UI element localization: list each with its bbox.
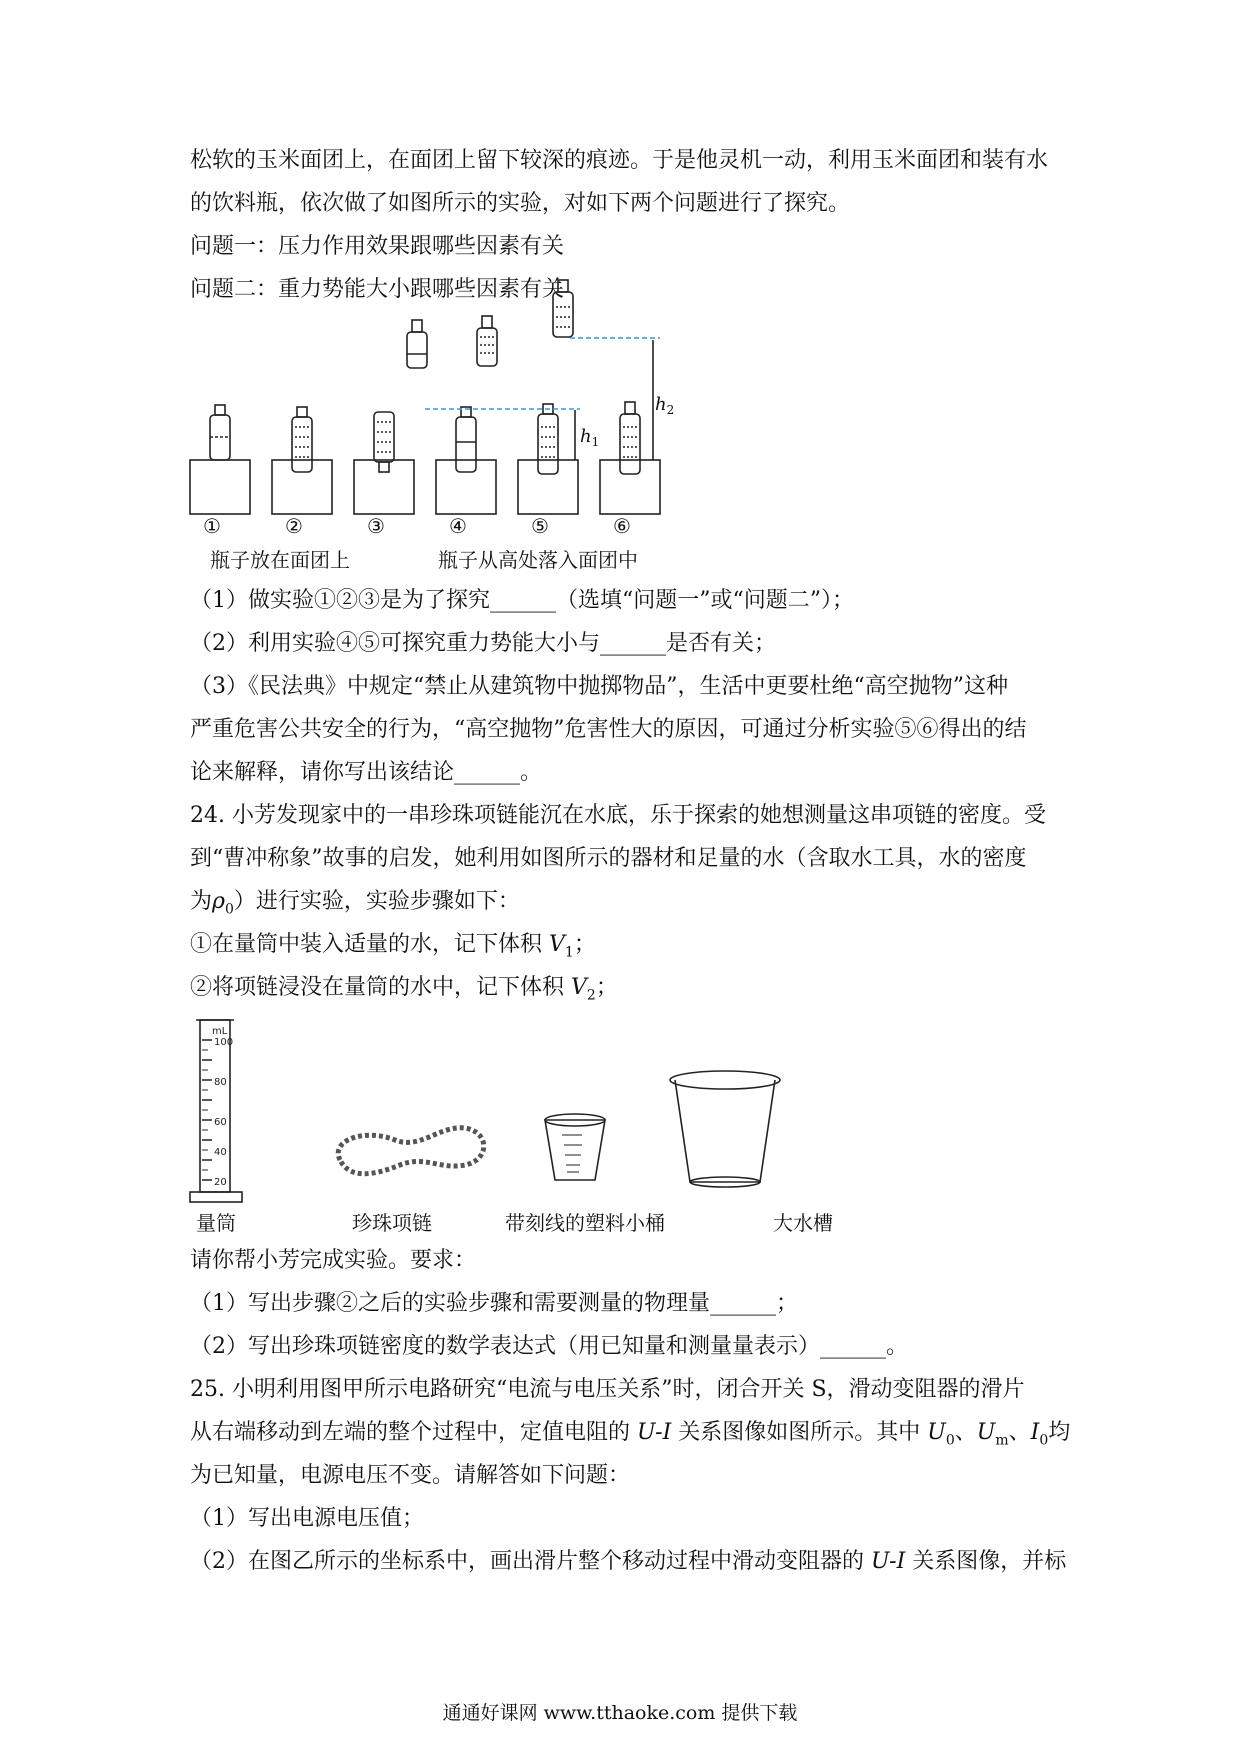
caption-left: 瓶子放在面团上 — [210, 548, 350, 572]
bottle-4-bottom — [456, 407, 476, 472]
q24-line2: 到“曹冲称象”故事的启发，她利用如图所示的器材和足量的水（含取水工具，水的密度 — [190, 846, 1027, 871]
q25-line1: 25. 小明利用图甲所示电路研究“电流与电压关系”时，闭合开关 S，滑动变阻器的滑片 — [190, 1377, 1025, 1402]
intro-line-2: 的饮料瓶，依次做了如图所示的实验，对如下两个问题进行了探究。 — [190, 191, 851, 216]
bottle-4-top — [407, 320, 427, 368]
page-footer: 通通好课网 www.tthaoke.com 提供下载 — [442, 1702, 798, 1724]
label-bucket: 带刻线的塑料小桶 — [505, 1211, 665, 1235]
q25-sub1: （1）写出电源电压值； — [190, 1506, 424, 1531]
label-cylinder: 量筒 — [196, 1211, 236, 1235]
label-necklace: 珍珠项链 — [352, 1211, 432, 1235]
question-one: 问题一：压力作用效果跟哪些因素有关 — [190, 234, 565, 259]
q24-sub2: （2）写出珍珠项链密度的数学表达式（用已知量和测量量表示）______。 — [190, 1334, 908, 1359]
exp-number-3: ③ — [367, 514, 385, 538]
q25-sub2: （2）在图乙所示的坐标系中，画出滑片整个移动过程中滑动变阻器的 U-I 关系图像，并标 — [190, 1549, 1067, 1574]
q23-sub3-line3: 论来解释，请你写出该结论______。 — [190, 760, 543, 785]
equipment-figure — [190, 1010, 890, 1210]
bottle-2 — [292, 407, 312, 472]
question-two: 问题二：重力势能大小跟哪些因素有关 — [190, 277, 565, 302]
plastic-bucket — [545, 1114, 605, 1180]
label-tank: 大水槽 — [773, 1211, 833, 1235]
q24-line1: 24. 小芳发现家中的一串珍珠项链能沉在水底，乐于探索的她想测量这串项链的密度。受 — [190, 803, 1046, 828]
pearl-necklace — [338, 1128, 483, 1174]
q25-line3: 为已知量，电源电压不变。请解答如下问题： — [190, 1463, 631, 1488]
dough-experiment-figure — [185, 312, 685, 522]
q23-sub3-line2: 严重危害公共安全的行为，“高空抛物”危害性大的原因，可通过分析实验⑤⑥得出的结 — [190, 717, 1027, 742]
q23-sub3-line1: （3）《民法典》中规定“禁止从建筑物中抛掷物品”，生活中更要杜绝“高空抛物”这种 — [190, 674, 1008, 699]
intro-line-1: 松软的玉米面团上，在面团上留下较深的痕迹。于是他灵机一动，利用玉米面团和装有水 — [190, 148, 1049, 173]
bottle-5-bottom — [538, 404, 558, 474]
bottle-1 — [210, 405, 230, 460]
h1-label: $h_1$ — [580, 426, 600, 449]
bottle-3 — [374, 412, 394, 472]
q24-line3: 为$\rho_0$）进行实验，实验步骤如下： — [190, 889, 520, 918]
cylinder-mark-80: 80 — [214, 1077, 227, 1088]
dough-block-6 — [600, 460, 660, 514]
q24-sub1: （1）写出步骤②之后的实验步骤和需要测量的物理量______； — [190, 1291, 798, 1316]
q24-step1: ①在量筒中装入适量的水，记下体积 $V_1$； — [190, 932, 596, 961]
bottle-6-bottom — [620, 402, 640, 474]
dough-block-2 — [272, 460, 332, 514]
cylinder-mark-100: 100 — [214, 1037, 234, 1048]
exp-number-5: ⑤ — [531, 514, 549, 538]
exp-number-4: ④ — [449, 514, 467, 538]
q23-sub2: （2）利用实验④⑤可探究重力势能大小与______是否有关； — [190, 631, 776, 656]
q25-line2: 从右端移动到左端的整个过程中，定值电阻的 U-I 关系图像如图所示。其中 $U_0$、$U_m$、$I_0$均 — [190, 1420, 1071, 1449]
dough-block-4 — [436, 460, 496, 514]
caption-right: 瓶子从高处落入面团中 — [438, 548, 638, 572]
cylinder-unit: mL — [212, 1026, 228, 1037]
exp-number-6: ⑥ — [613, 514, 631, 538]
q24-request: 请你帮小芳完成实验。要求： — [190, 1248, 477, 1273]
bottle-5-top — [477, 316, 497, 366]
cylinder-mark-60: 60 — [214, 1117, 227, 1128]
exp-number-2: ② — [285, 514, 303, 538]
q24-step2: ②将项链浸没在量筒的水中，记下体积 $V_2$； — [190, 975, 618, 1004]
dough-block-3 — [354, 460, 414, 514]
dough-block-1 — [190, 460, 250, 514]
cylinder-mark-20: 20 — [214, 1177, 227, 1188]
h2-label: $h_2$ — [655, 394, 675, 417]
cylinder-mark-40: 40 — [214, 1147, 227, 1158]
large-water-tank — [670, 1071, 780, 1187]
q23-sub1: （1）做实验①②③是为了探究______（选填“问题一”或“问题二”）； — [190, 588, 854, 613]
dough-block-5 — [518, 460, 578, 514]
exp-number-1: ① — [203, 514, 221, 538]
